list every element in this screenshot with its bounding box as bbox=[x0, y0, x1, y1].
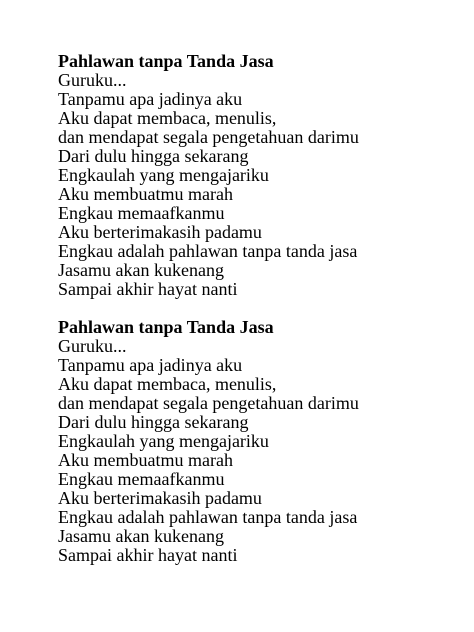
poem-title: Pahlawan tanpa Tanda Jasa bbox=[58, 51, 274, 71]
poem-line: Sampai akhir hayat nanti bbox=[58, 279, 238, 299]
poem-line: Aku berterimakasih padamu bbox=[58, 488, 262, 508]
poem-line: Guruku... bbox=[58, 336, 127, 356]
poem-block-2 bbox=[58, 318, 458, 565]
poem-line: Tanpamu apa jadinya aku bbox=[58, 89, 243, 109]
poem-line: Jasamu akan kukenang bbox=[58, 526, 224, 546]
poem-line: Dari dulu hingga sekarang bbox=[58, 412, 249, 432]
poem-title: Pahlawan tanpa Tanda Jasa bbox=[58, 317, 274, 337]
poem-line: Aku berterimakasih padamu bbox=[58, 222, 262, 242]
poem-block-1 bbox=[58, 52, 458, 299]
poem-line: Engkaulah yang mengajariku bbox=[58, 165, 269, 185]
poem-line: Dari dulu hingga sekarang bbox=[58, 146, 249, 166]
poem-line: dan mendapat segala pengetahuan darimu bbox=[58, 393, 359, 413]
poem-line: Engkau adalah pahlawan tanpa tanda jasa bbox=[58, 241, 358, 261]
poem-line: Jasamu akan kukenang bbox=[58, 260, 224, 280]
poem-line: Sampai akhir hayat nanti bbox=[58, 545, 238, 565]
poem-line: Engkau adalah pahlawan tanpa tanda jasa bbox=[58, 507, 358, 527]
poem-line: Engkau memaafkanmu bbox=[58, 203, 225, 223]
poem-line: Aku membuatmu marah bbox=[58, 184, 233, 204]
poem-line: Aku dapat membaca, menulis, bbox=[58, 108, 277, 128]
poem-line: Engkau memaafkanmu bbox=[58, 469, 225, 489]
poem-line: Aku membuatmu marah bbox=[58, 450, 233, 470]
poem-line: Engkaulah yang mengajariku bbox=[58, 431, 269, 451]
poem-line: Aku dapat membaca, menulis, bbox=[58, 374, 277, 394]
poem-line: dan mendapat segala pengetahuan darimu bbox=[58, 127, 359, 147]
poem-line: Tanpamu apa jadinya aku bbox=[58, 355, 243, 375]
poem-line: Guruku... bbox=[58, 70, 127, 90]
